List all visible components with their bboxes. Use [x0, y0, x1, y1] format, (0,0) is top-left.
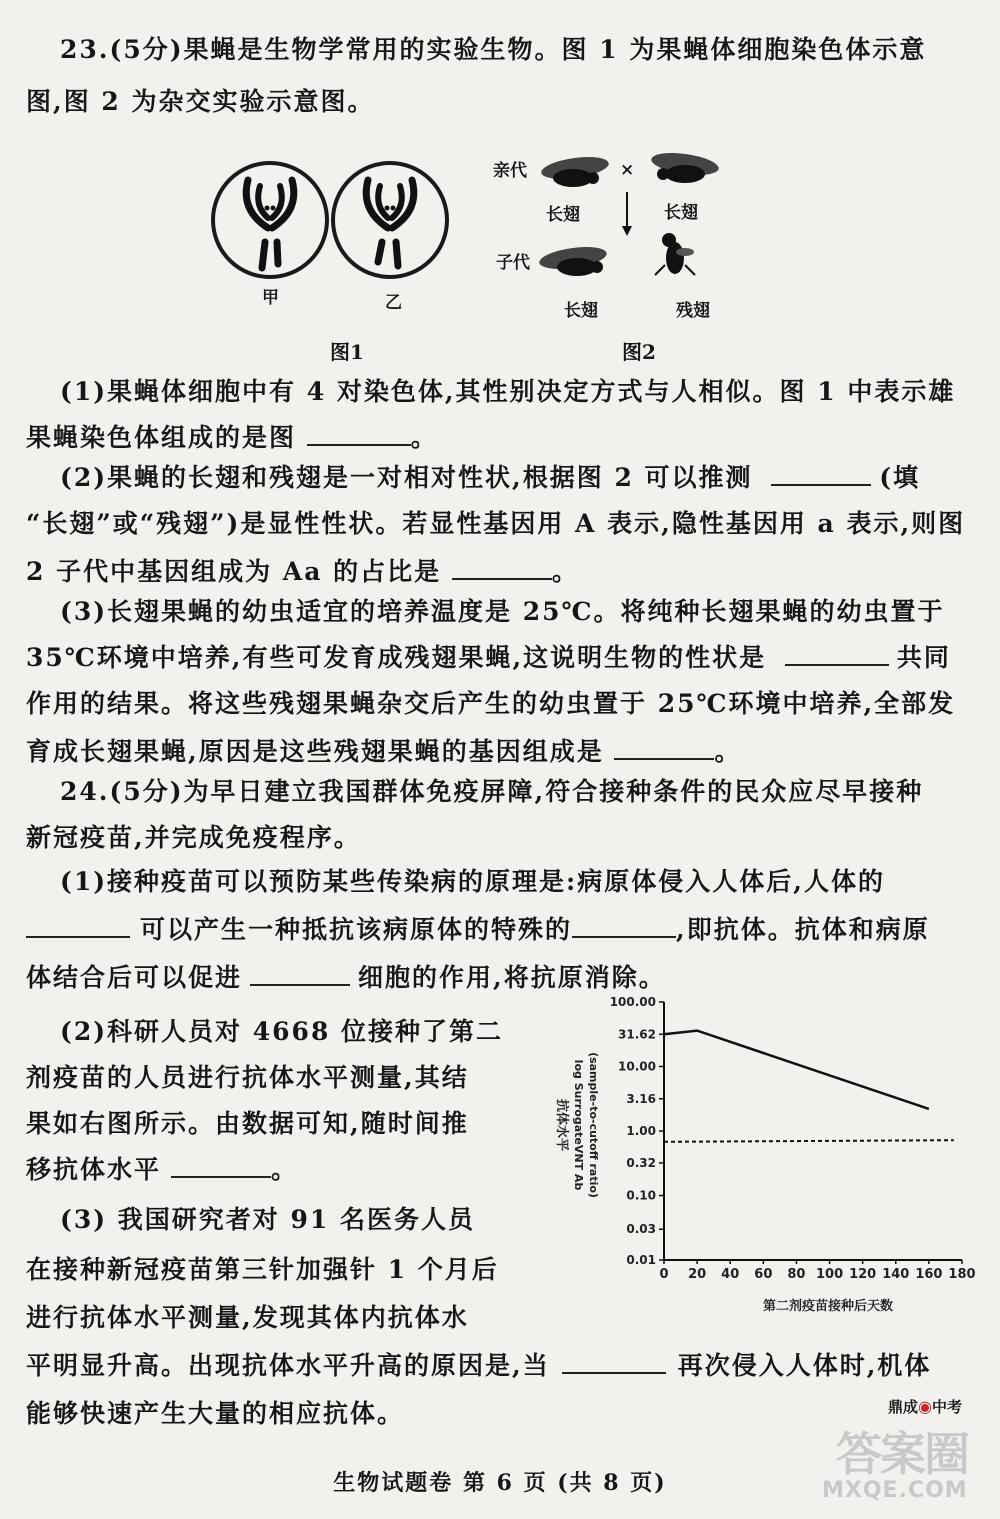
- q24-part1-answer-blank-3[interactable]: [250, 964, 350, 986]
- fig1-label-jia: 甲: [262, 288, 279, 308]
- q23-intro-line2: 图,图 2 为杂交实验示意图。: [26, 87, 375, 116]
- q23-part2-answer-blank-2[interactable]: [452, 558, 552, 580]
- q24-part1-text-3: 体结合后可以促进: [26, 963, 243, 992]
- q23-part2-text-2: 2 子代中基因组成为 Aa 的占比是: [26, 557, 442, 586]
- q23-part1-end: 。: [410, 423, 438, 452]
- chart-y-tick-label: 3.16: [626, 1091, 656, 1106]
- q24-part2-line1: (2)科研人员对 4668 位接种了第二: [60, 1017, 504, 1046]
- q24-part2-end: 。: [271, 1155, 299, 1184]
- q24-part1-answer-blank-1[interactable]: [26, 916, 130, 938]
- page-footer: 生物试题卷 第 6 页 (共 8 页): [333, 1470, 667, 1496]
- q23-intro-line1: 23.(5分)果蝇是生物学常用的实验生物。图 1 为果蝇体细胞染色体示意: [60, 35, 927, 64]
- q24-part3-line2: 在接种新冠疫苗第三针加强针 1 个月后: [26, 1255, 499, 1284]
- chart-y-tick-label: 31.62: [618, 1027, 656, 1042]
- fig2-child-right-label: 残翅: [676, 301, 710, 321]
- q23-part2-line3: [26, 552, 579, 588]
- chart-x-tick-label: 140: [882, 1267, 910, 1282]
- q24-intro-line2: 新冠疫苗,并完成免疫程序。: [26, 823, 361, 852]
- q23-part3-end: 。: [714, 737, 742, 766]
- q24-part2-line4: [26, 1150, 298, 1186]
- chart-y-tick-label: 0.01: [626, 1253, 656, 1267]
- fig2-parent-label: 亲代: [493, 161, 527, 181]
- q24-part2-answer-blank[interactable]: [171, 1156, 271, 1178]
- q23-part2-answer-blank-1[interactable]: [771, 464, 871, 486]
- q24-part3-text: 平明显升高。出现抗体水平升高的原因是,当: [26, 1351, 550, 1380]
- q23-part2-line2: “长翅”或“残翅”)是显性性状。若显性基因用 A 表示,隐性基因用 a 表示,则图: [26, 509, 966, 538]
- q24-part3-line3: 进行抗体水平测量,发现其体内抗体水: [26, 1303, 469, 1332]
- fig2-caption: 图2: [622, 340, 656, 364]
- q23-part2-text: (2)果蝇的长翅和残翅是一对相对性状,根据图 2 可以推测: [60, 463, 753, 492]
- q23-part2-line1: [60, 458, 920, 494]
- q23-part2-end: 。: [551, 557, 579, 586]
- chart-y-tick-label: 100.00: [609, 995, 656, 1009]
- chart-y-tick-label: 0.03: [626, 1222, 656, 1237]
- q24-part1-line2: [26, 910, 930, 946]
- brand-name-2: 中考: [931, 1398, 962, 1416]
- fly-child-vestigial-icon: [655, 233, 695, 275]
- figure-1: [210, 150, 470, 350]
- chart-x-tick-label: 40: [721, 1267, 740, 1282]
- cell-jia: [213, 163, 327, 277]
- q24-part3-text-2: 再次侵入人体时,机体: [677, 1351, 932, 1380]
- q23-part1-text: 果蝇染色体组成的是图: [26, 423, 297, 452]
- chart-ylabel-main: 抗体水平: [554, 1098, 569, 1152]
- q24-part1-line1: (1)接种疫苗可以预防某些传染病的原理是:病原体侵入人体后,人体的: [60, 867, 885, 896]
- chart-ylabel-unit: (sample-to-cutoff ratio): [587, 1052, 600, 1198]
- chart-x-tick-label: 160: [915, 1267, 943, 1282]
- chart-series-threshold-line: [664, 1140, 954, 1142]
- antibody-level-chart: [528, 990, 978, 1325]
- fig2-child-left-label: 长翅: [564, 301, 598, 321]
- q23-part2-fill-hint: (填: [879, 463, 921, 492]
- q24-part3-line1: (3) 我国研究者对 91 名医务人员: [60, 1205, 475, 1234]
- q23-part3-answer-blank-1[interactable]: [785, 644, 889, 666]
- brand-name-1: 鼎成: [888, 1398, 919, 1416]
- q23-part3-text-2: 共同: [896, 643, 951, 672]
- q24-part1-line3: [26, 958, 666, 994]
- q23-part1-line2: [26, 418, 438, 454]
- q23-part3-line2: [26, 638, 951, 674]
- chart-x-tick-label: 100: [815, 1267, 844, 1282]
- q24-part1-text-2: ,即抗体。抗体和病原: [676, 915, 930, 944]
- fig1-label-yi: 乙: [385, 293, 402, 313]
- chart-ylabel-log: log SurrogateVNT Ab: [572, 1059, 585, 1191]
- chart-series-antibody-line: [664, 1031, 929, 1109]
- chart-x-tick-label: 80: [787, 1267, 806, 1282]
- fig2-cross: ×: [620, 160, 635, 180]
- q23-part3-text-3: 育成长翅果蝇,原因是这些残翅果蝇的基因组成是: [26, 737, 604, 766]
- q24-part3-answer-blank[interactable]: [562, 1352, 666, 1374]
- q23-part3-line4: [26, 732, 741, 768]
- fig1-caption: 图1: [330, 340, 364, 364]
- chart-y-tick-label: 0.32: [626, 1155, 656, 1170]
- q24-part2-text: 移抗体水平: [26, 1155, 162, 1184]
- fig2-parent-right-label: 长翅: [664, 203, 698, 223]
- fig2-offspring-label: 子代: [496, 253, 530, 273]
- chart-x-tick-label: 0: [659, 1267, 669, 1282]
- q24-intro-line1: 24.(5分)为早日建立我国群体免疫屏障,符合接种条件的民众应尽早接种: [60, 777, 924, 806]
- brand-watermark: [888, 1396, 962, 1417]
- fly-parent-left-icon: [540, 153, 610, 187]
- q24-part1-text-4: 细胞的作用,将抗原消除。: [358, 963, 666, 992]
- fly-parent-right-icon: [650, 149, 720, 183]
- chart-y-tick-label: 0.10: [626, 1188, 656, 1203]
- chart-x-tick-label: 60: [754, 1267, 773, 1282]
- q23-part1-line1: (1)果蝇体细胞中有 4 对染色体,其性别决定方式与人相似。图 1 中表示雄: [60, 377, 956, 406]
- chart-x-tick-label: 180: [948, 1267, 976, 1282]
- q23-part3-line1: (3)长翅果蝇的幼虫适宜的培养温度是 25℃。将纯种长翅果蝇的幼虫置于: [60, 597, 945, 626]
- chart-y-tick-label: 10.00: [618, 1059, 656, 1074]
- q24-part2-line3: 果如右图所示。由数据可知,随时间推: [26, 1109, 469, 1138]
- q24-part1-text: 可以产生一种抵抗该病原体的特殊的: [140, 915, 573, 944]
- target-logo-icon: ◉: [918, 1397, 932, 1416]
- chart-x-tick-label: 20: [688, 1267, 707, 1282]
- q24-part3-line5: 能够快速产生大量的相应抗体。: [26, 1399, 405, 1428]
- cell-yi: [333, 163, 447, 277]
- q24-part1-answer-blank-2[interactable]: [572, 916, 676, 938]
- q24-part3-line4: [26, 1346, 931, 1382]
- q23-part1-answer-blank[interactable]: [307, 424, 411, 446]
- chart-x-tick-label: 120: [849, 1267, 877, 1282]
- fig2-parent-left-label: 长翅: [546, 205, 580, 225]
- answer-circle-watermark: 答案圈: [836, 1427, 968, 1481]
- site-url-watermark: MXQE.COM: [822, 1478, 968, 1503]
- chart-y-tick-label: 1.00: [626, 1124, 656, 1138]
- fly-child-long-icon: [538, 243, 608, 276]
- q24-part2-line2: 剂疫苗的人员进行抗体水平测量,其结: [26, 1063, 469, 1092]
- q23-part3-answer-blank-2[interactable]: [614, 738, 714, 760]
- chart-xlabel: 第二剂疫苗接种后天数: [762, 1299, 894, 1314]
- q23-part3-text: 35℃环境中培养,有些可发育成残翅果蝇,这说明生物的性状是: [26, 643, 767, 672]
- q23-part3-line3: 作用的结果。将这些残翅果蝇杂交后产生的幼虫置于 25℃环境中培养,全部发: [26, 689, 956, 718]
